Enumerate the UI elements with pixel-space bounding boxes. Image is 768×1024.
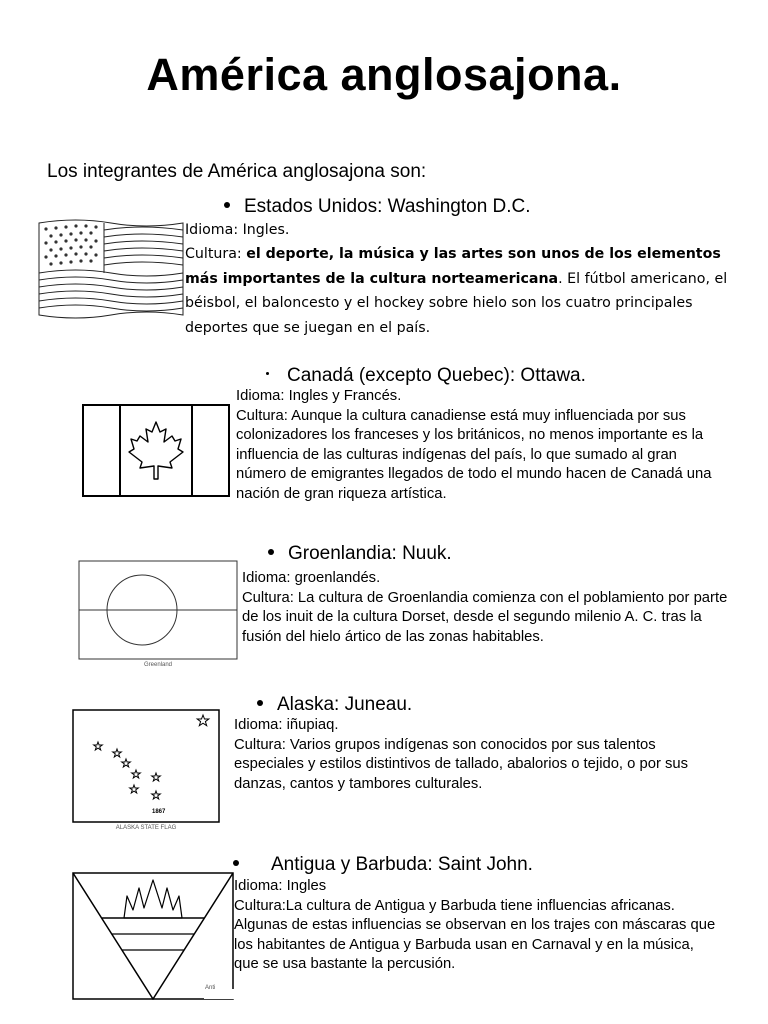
- usa-heading: Estados Unidos: Washington D.C.: [244, 196, 531, 217]
- greenland-flag-caption: Greenland: [143, 662, 173, 668]
- alaska-flag-icon: [72, 709, 220, 823]
- canada-description: [236, 387, 726, 505]
- alaska-description: [234, 716, 724, 794]
- antigua-flag-caption: Anti: [205, 985, 216, 991]
- canada-idioma: Idioma: Ingles y Francés.: [236, 388, 402, 404]
- canada-flag-icon: [82, 404, 230, 497]
- usa-description: [185, 218, 733, 340]
- bullet-icon: [224, 202, 230, 208]
- greenland-heading: Groenlandia: Nuuk.: [288, 543, 452, 564]
- usa-cultura-rest: . El fútbol americano, el béisbol, el baloncesto y el hockey sobre hielo son los cuatro principales deportes que se juegan en el país.: [185, 270, 728, 336]
- greenland-flag-image: [78, 560, 238, 668]
- alaska-idioma: Idioma: iñupiaq.: [234, 717, 339, 733]
- usa-flag-icon: [36, 215, 186, 327]
- usa-heading-row: [224, 195, 531, 219]
- antigua-cultura: Cultura:La cultura de Antigua y Barbuda tiene influencias africanas. Algunas de estas influencias se observan en los trajes con máscaras que los habitantes de Antigua y Barbuda usan en Carnaval y en la música, que se usa bastante la percusión.: [234, 897, 716, 973]
- alaska-flag-image: [72, 709, 220, 831]
- alaska-flag-caption: ALASKA STATE FLAG: [115, 825, 177, 831]
- antigua-flag-image: [72, 872, 234, 1000]
- greenland-idioma: Idioma: groenlandés.: [242, 570, 381, 586]
- alaska-heading-row: [257, 693, 412, 717]
- canada-heading-row: [266, 364, 586, 388]
- antigua-idioma: Idioma: Ingles: [234, 878, 327, 894]
- antigua-heading-row: [233, 853, 533, 877]
- page-title: América anglosajona.: [146, 49, 622, 100]
- canada-flag-image: [82, 404, 230, 497]
- usa-idioma: Idioma: Ingles.: [185, 222, 290, 238]
- greenland-flag-icon: [78, 560, 238, 660]
- antigua-heading: Antigua y Barbuda: Saint John.: [271, 854, 533, 875]
- bullet-icon: [266, 372, 269, 375]
- alaska-heading: Alaska: Juneau.: [277, 694, 413, 715]
- antigua-description: [234, 877, 722, 975]
- usa-cultura-prefix: Cultura:: [185, 246, 247, 263]
- alaska-cultura: Cultura: Varios grupos indígenas son conocidos por sus talentos especiales y estilos distintivos de tallado, abalorios o tejido, o por sus danzas, cantos y tambores culturales.: [234, 736, 689, 792]
- alaska-flag-year: 1867: [152, 809, 166, 815]
- bullet-icon: [268, 549, 274, 555]
- usa-cultura-bold: el deporte, la música y las artes son unos de los elementos más importantes de la cultura norteamericana: [185, 246, 721, 287]
- intro-text: Los integrantes de América anglosajona son:: [47, 161, 427, 182]
- bullet-icon: [257, 700, 263, 706]
- greenland-heading-row: [268, 542, 452, 566]
- bullet-icon: [233, 860, 239, 866]
- greenland-description: [242, 569, 728, 647]
- canada-heading: Canadá (excepto Quebec): Ottawa.: [287, 365, 586, 386]
- usa-flag-image: [36, 215, 186, 327]
- canada-cultura: Cultura: Aunque la cultura canadiense está muy influenciada por sus colonizadores los franceses y los británicos, no menos importante es la influencia de las culturas indígenas del país, lo que sumado al gran número de emigrantes llegados de todo el mundo hacen de Canadá una nación de gran riqueza artística.: [236, 407, 712, 502]
- greenland-cultura: Cultura: La cultura de Groenlandia comienza con el poblamiento por parte de los inuit de la cultura Dorset, desde el segundo milenio A. C. tras la fusión del hielo ártico de las zonas habitables.: [242, 589, 728, 645]
- usa-cultura: [185, 242, 733, 340]
- antigua-flag-icon: [72, 872, 234, 1000]
